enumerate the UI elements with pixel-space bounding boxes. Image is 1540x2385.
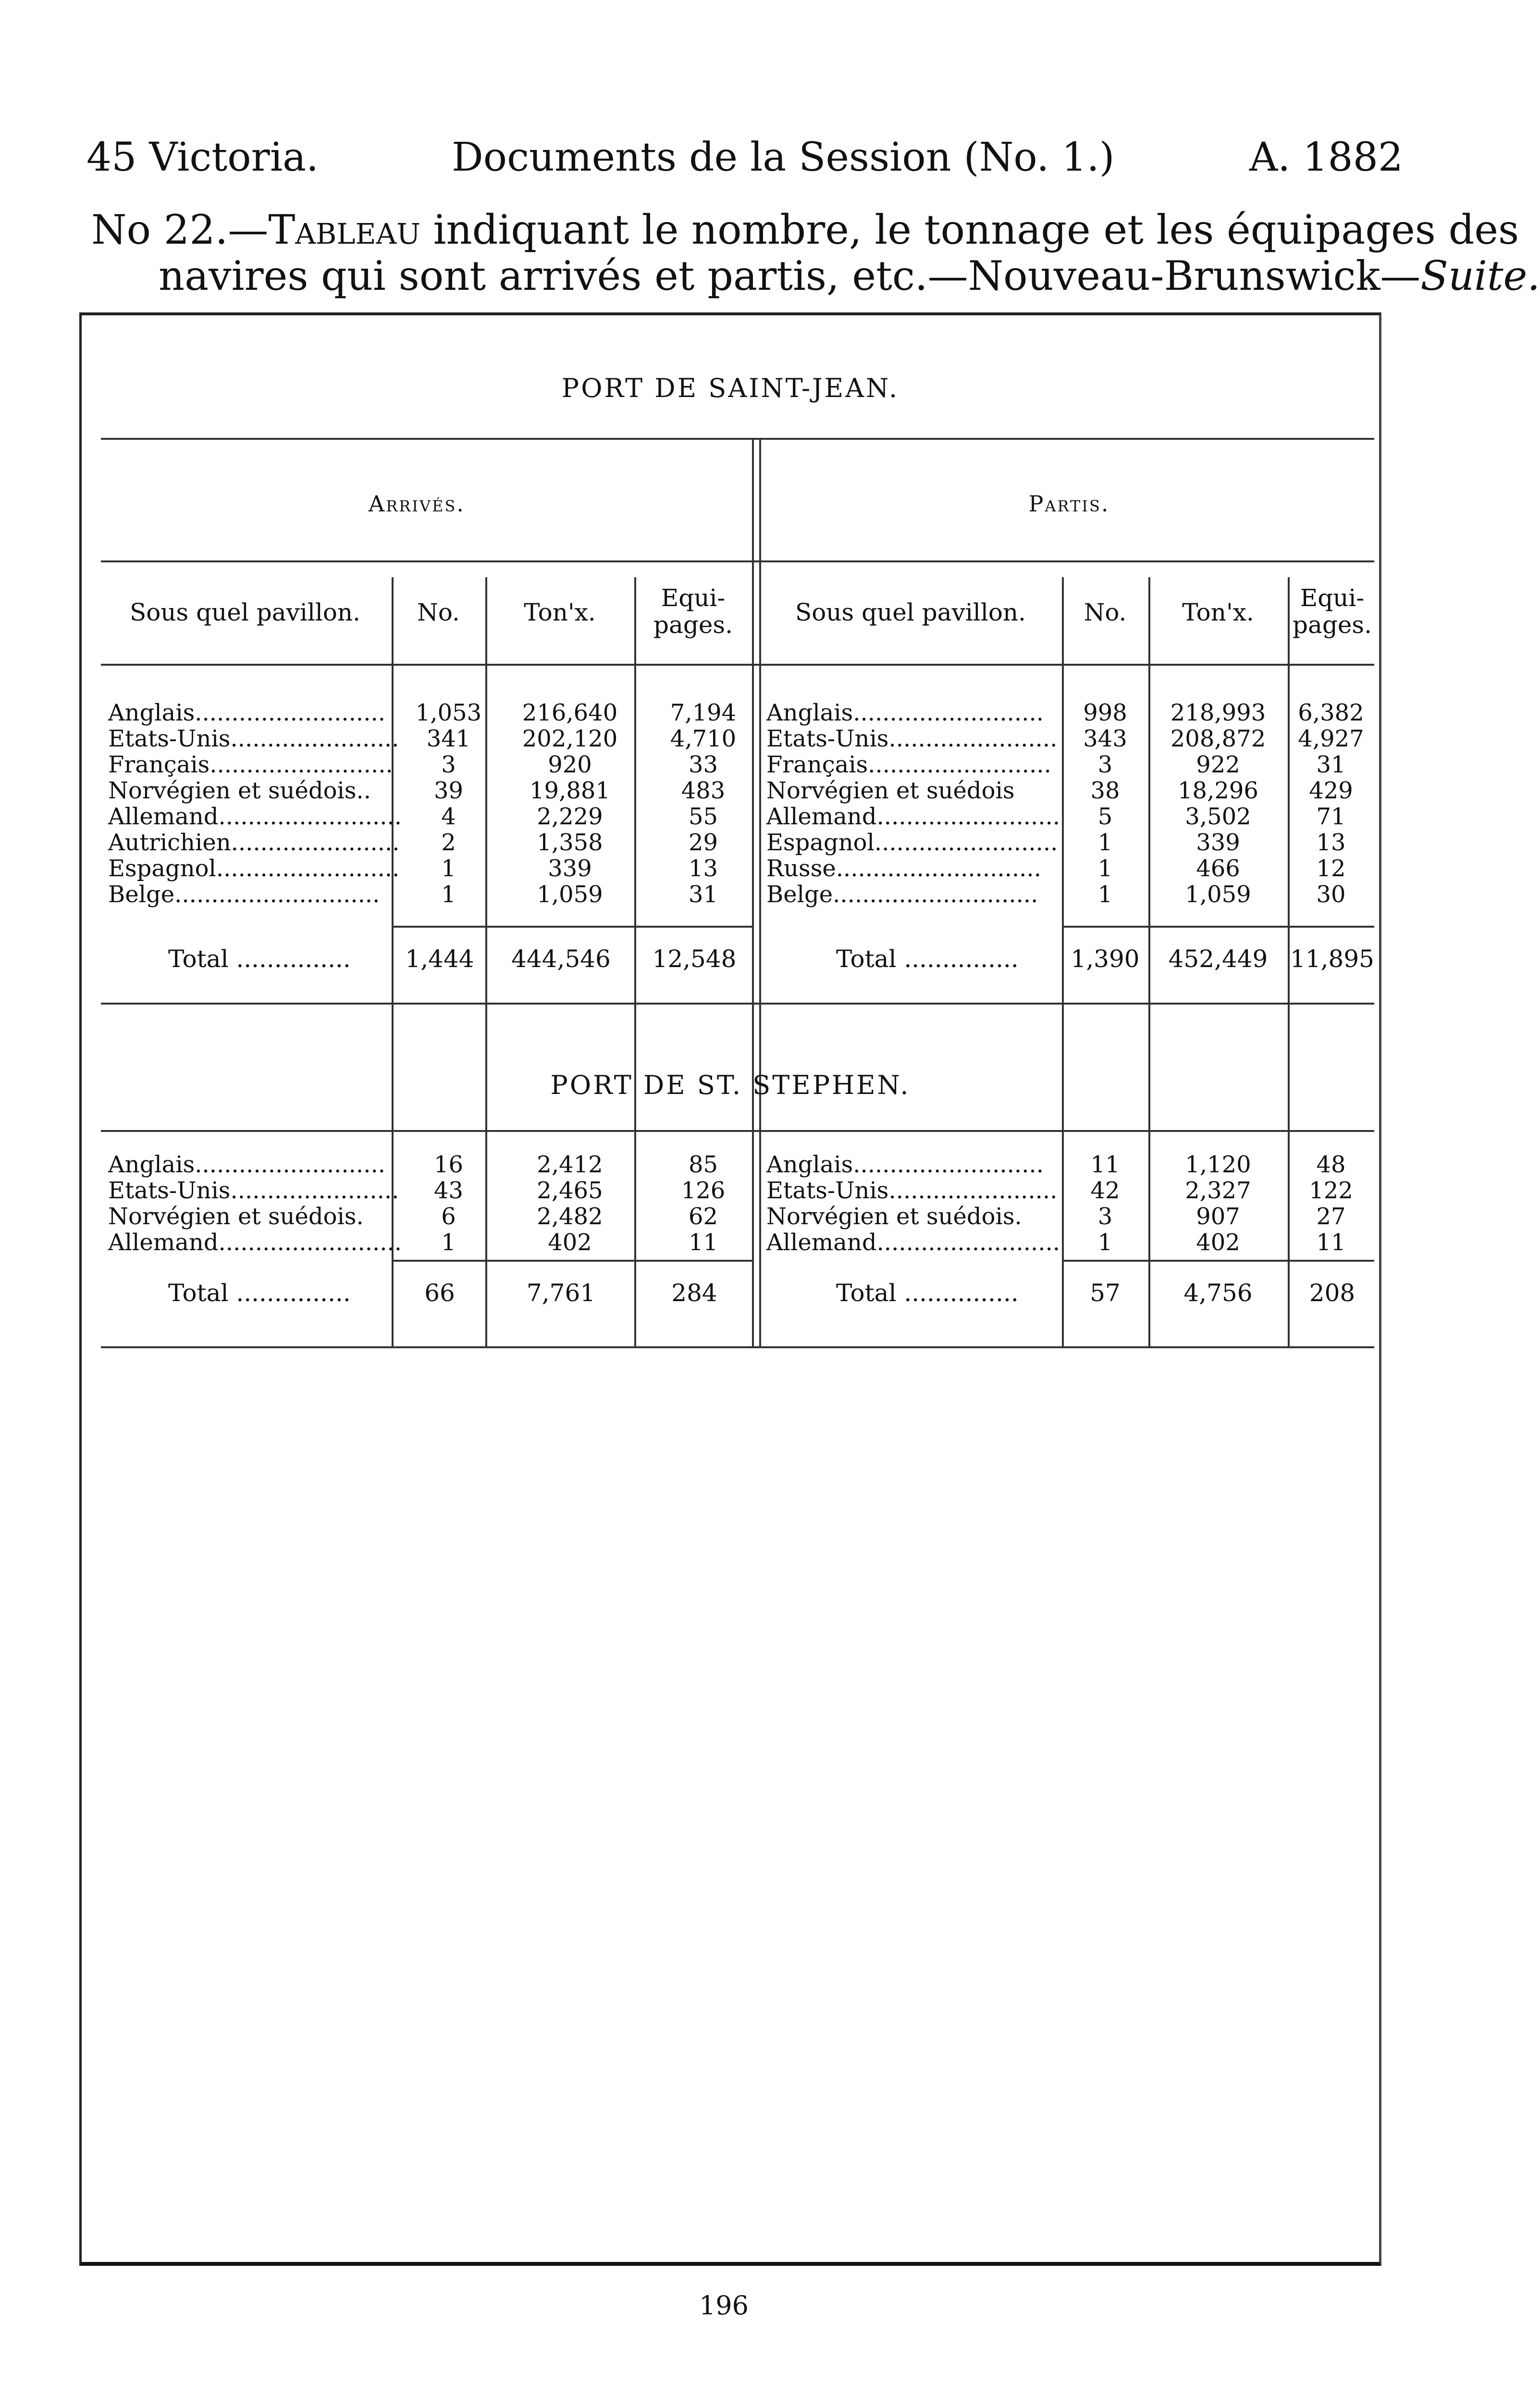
cell-no: 998 — [1083, 699, 1127, 726]
cell-flag: Français......................... — [108, 751, 393, 778]
divider — [101, 1003, 1374, 1005]
cell-flag: Etats-Unis....................... — [108, 1177, 399, 1204]
table-row — [766, 726, 1374, 752]
running-header — [86, 135, 1404, 187]
cell-flag: Allemand......................... — [108, 803, 402, 830]
cell-equi: 126 — [681, 1177, 726, 1204]
cell-no: 3 — [1097, 1203, 1113, 1230]
cell-ton: 922 — [1196, 751, 1240, 778]
col-header-flag: Sous quel pavillon. — [129, 598, 361, 626]
table-row — [766, 778, 1374, 804]
col-header-tonx: Ton'x. — [524, 598, 596, 626]
cell-no: 11 — [1090, 1151, 1120, 1178]
cell-no: 4 — [441, 803, 456, 830]
title-line2: navires qui sont arrivés et partis, etc.—Nouveau-Brunswick— — [159, 252, 1421, 299]
port1-partis-rows — [766, 700, 1374, 907]
cell-no: 42 — [1090, 1177, 1120, 1204]
table-row — [108, 830, 762, 856]
cell-ton: 339 — [1196, 829, 1240, 856]
col-header-equipages: Equi- pages. — [1293, 584, 1372, 639]
page-number: 196 — [699, 2290, 749, 2321]
cell-equi: 429 — [1309, 777, 1353, 804]
cell-equi: 11 — [1316, 1229, 1346, 1256]
cell-ton: 19,881 — [530, 777, 610, 804]
cell-no: 5 — [1097, 803, 1113, 830]
cell-ton: 218,993 — [1170, 699, 1266, 726]
cell-ton: 466 — [1196, 855, 1240, 882]
total-rule — [1062, 1260, 1374, 1262]
divider — [101, 1346, 1374, 1348]
cell-equi: 27 — [1316, 1203, 1346, 1230]
cell-equi: 30 — [1316, 881, 1346, 908]
cell-equi: 6,382 — [1298, 699, 1364, 726]
cell-flag: Norvégien et suédois. — [766, 1203, 1022, 1230]
port1-title: PORT DE SAINT-JEAN. — [561, 373, 899, 403]
cell-ton: 402 — [548, 1229, 592, 1256]
cell-no: 343 — [1083, 725, 1127, 752]
port1-arrives-rows — [108, 700, 762, 907]
cell-ton: 339 — [548, 855, 592, 882]
cell-equi: 7,194 — [670, 699, 737, 726]
cell-no: 43 — [433, 1177, 464, 1204]
cell-equi: 55 — [688, 803, 718, 830]
table-row — [108, 804, 762, 830]
cell-ton: 2,229 — [537, 803, 603, 830]
table-row — [108, 1152, 762, 1178]
cell-flag: Français......................... — [766, 751, 1051, 778]
port2-partis-rows — [766, 1152, 1374, 1255]
cell-flag: Autrichien....................... — [108, 829, 400, 856]
table-row — [108, 856, 762, 882]
port1-partis-table — [766, 700, 1374, 907]
table-title — [91, 206, 1540, 299]
cell-equi: 11 — [688, 1229, 718, 1256]
port1-arrives-table — [108, 700, 762, 907]
total-rule — [1062, 926, 1374, 928]
port2-partis-table — [766, 1152, 1374, 1255]
table-row — [766, 1230, 1374, 1255]
port2-title: PORT DE ST. STEPHEN. — [550, 1070, 911, 1100]
cell-no: 1 — [441, 1229, 456, 1256]
port1-partis-total: Total ............... 1,390 452,449 11,895 — [836, 945, 1374, 973]
divider — [101, 560, 1374, 562]
port2-arrives-total: Total ............... 66 7,761 284 — [168, 1279, 717, 1307]
cell-equi: 62 — [688, 1203, 718, 1230]
cell-no: 3 — [1097, 751, 1113, 778]
cell-ton: 3,502 — [1185, 803, 1251, 830]
table-row — [766, 804, 1374, 830]
cell-ton: 2,412 — [537, 1151, 603, 1178]
cell-flag: Allemand......................... — [766, 803, 1060, 830]
header-left: 45 Victoria. — [86, 135, 319, 180]
cell-flag: Norvégien et suédois.. — [108, 777, 371, 804]
cell-equi: 12 — [1316, 855, 1346, 882]
table-row — [108, 882, 762, 907]
total-rule — [392, 926, 752, 928]
cell-no: 341 — [426, 725, 471, 752]
col-header-tonx: Ton'x. — [1182, 598, 1254, 626]
title-caps: Tableau — [268, 206, 420, 253]
col-header-flag: Sous quel pavillon. — [795, 598, 1026, 626]
cell-no: 38 — [1090, 777, 1120, 804]
header-right: A. 1882 — [1249, 135, 1404, 180]
title-rest: indiquant le nombre, le tonnage et les équipages des — [420, 206, 1519, 253]
table-row — [108, 778, 762, 804]
cell-ton: 1,120 — [1185, 1151, 1251, 1178]
cell-flag: Belge............................ — [108, 881, 380, 908]
partis-heading: Partis. — [1028, 491, 1110, 517]
table-row — [766, 1204, 1374, 1230]
cell-no: 1 — [1097, 855, 1113, 882]
cell-flag: Anglais.......................... — [108, 699, 385, 726]
table-row — [108, 700, 762, 726]
col-header-no: No. — [417, 598, 460, 626]
arrives-heading: Arrivés. — [368, 491, 466, 517]
port2-arrives-table — [108, 1152, 762, 1255]
cell-no: 39 — [433, 777, 464, 804]
cell-equi: 31 — [1316, 751, 1346, 778]
table-row — [766, 856, 1374, 882]
cell-no: 1 — [1097, 1229, 1113, 1256]
cell-flag: Etats-Unis....................... — [766, 1177, 1058, 1204]
cell-ton: 202,120 — [522, 725, 618, 752]
cell-ton: 1,059 — [537, 881, 603, 908]
cell-equi: 483 — [681, 777, 726, 804]
divider — [101, 664, 1374, 666]
cell-ton: 18,296 — [1178, 777, 1258, 804]
table-row — [766, 1178, 1374, 1204]
table-frame — [79, 312, 1381, 2266]
cell-flag: Allemand......................... — [766, 1229, 1060, 1256]
table-row — [108, 752, 762, 778]
cell-flag: Espagnol......................... — [766, 829, 1058, 856]
cell-no: 1 — [1097, 829, 1113, 856]
cell-equi: 71 — [1316, 803, 1346, 830]
title-line-1 — [91, 206, 1519, 253]
cell-ton: 1,358 — [537, 829, 603, 856]
table-row — [108, 726, 762, 752]
table-row — [108, 1204, 762, 1230]
cell-flag: Etats-Unis....................... — [108, 725, 399, 752]
cell-ton: 208,872 — [1170, 725, 1266, 752]
cell-flag: Allemand......................... — [108, 1229, 402, 1256]
cell-ton: 2,482 — [537, 1203, 603, 1230]
col-header-no: No. — [1084, 598, 1127, 626]
col-header-equipages: Equi- pages. — [653, 584, 733, 639]
cell-flag: Norvégien et suédois — [766, 777, 1015, 804]
title-suite: Suite. — [1420, 252, 1540, 299]
title-line-2 — [91, 252, 1540, 299]
table-row — [766, 1152, 1374, 1178]
cell-equi: 48 — [1316, 1151, 1346, 1178]
cell-equi: 31 — [688, 881, 718, 908]
cell-flag: Belge............................ — [766, 881, 1038, 908]
header-center: Documents de la Session (No. 1.) — [452, 135, 1115, 180]
port2-partis-total: Total ............... 57 4,756 208 — [836, 1279, 1355, 1307]
cell-no: 3 — [441, 751, 456, 778]
divider — [101, 1130, 1374, 1132]
cell-ton: 402 — [1196, 1229, 1240, 1256]
divider — [101, 438, 1374, 440]
cell-ton: 1,059 — [1185, 881, 1251, 908]
cell-ton: 2,327 — [1185, 1177, 1251, 1204]
port1-arrives-total: Total ............... 1,444 444,546 12,548 — [168, 945, 737, 973]
table-row — [108, 1178, 762, 1204]
table-row — [766, 752, 1374, 778]
cell-equi: 4,710 — [670, 725, 737, 752]
cell-equi: 4,927 — [1298, 725, 1364, 752]
cell-flag: Norvégien et suédois. — [108, 1203, 364, 1230]
table-row — [766, 830, 1374, 856]
cell-ton: 2,465 — [537, 1177, 603, 1204]
cell-flag: Anglais.......................... — [108, 1151, 385, 1178]
cell-no: 1 — [1097, 881, 1113, 908]
cell-flag: Anglais.......................... — [766, 1151, 1044, 1178]
cell-equi: 122 — [1309, 1177, 1353, 1204]
cell-ton: 216,640 — [522, 699, 618, 726]
cell-no: 1,053 — [415, 699, 482, 726]
table-row — [766, 700, 1374, 726]
cell-equi: 13 — [688, 855, 718, 882]
table-row — [766, 882, 1374, 907]
cell-flag: Russe............................ — [766, 855, 1041, 882]
cell-equi: 85 — [688, 1151, 718, 1178]
table-row — [108, 1230, 762, 1255]
cell-no: 16 — [433, 1151, 464, 1178]
cell-flag: Anglais.......................... — [766, 699, 1044, 726]
title-prefix: No 22.— — [91, 206, 269, 253]
cell-equi: 33 — [688, 751, 718, 778]
cell-no: 1 — [441, 881, 456, 908]
port2-arrives-rows — [108, 1152, 762, 1255]
cell-no: 1 — [441, 855, 456, 882]
cell-no: 6 — [441, 1203, 456, 1230]
cell-ton: 920 — [548, 751, 592, 778]
cell-equi: 13 — [1316, 829, 1346, 856]
cell-equi: 29 — [688, 829, 718, 856]
cell-flag: Espagnol......................... — [108, 855, 400, 882]
cell-flag: Etats-Unis....................... — [766, 725, 1058, 752]
total-rule — [392, 1260, 752, 1262]
cell-no: 2 — [441, 829, 456, 856]
cell-ton: 907 — [1196, 1203, 1240, 1230]
